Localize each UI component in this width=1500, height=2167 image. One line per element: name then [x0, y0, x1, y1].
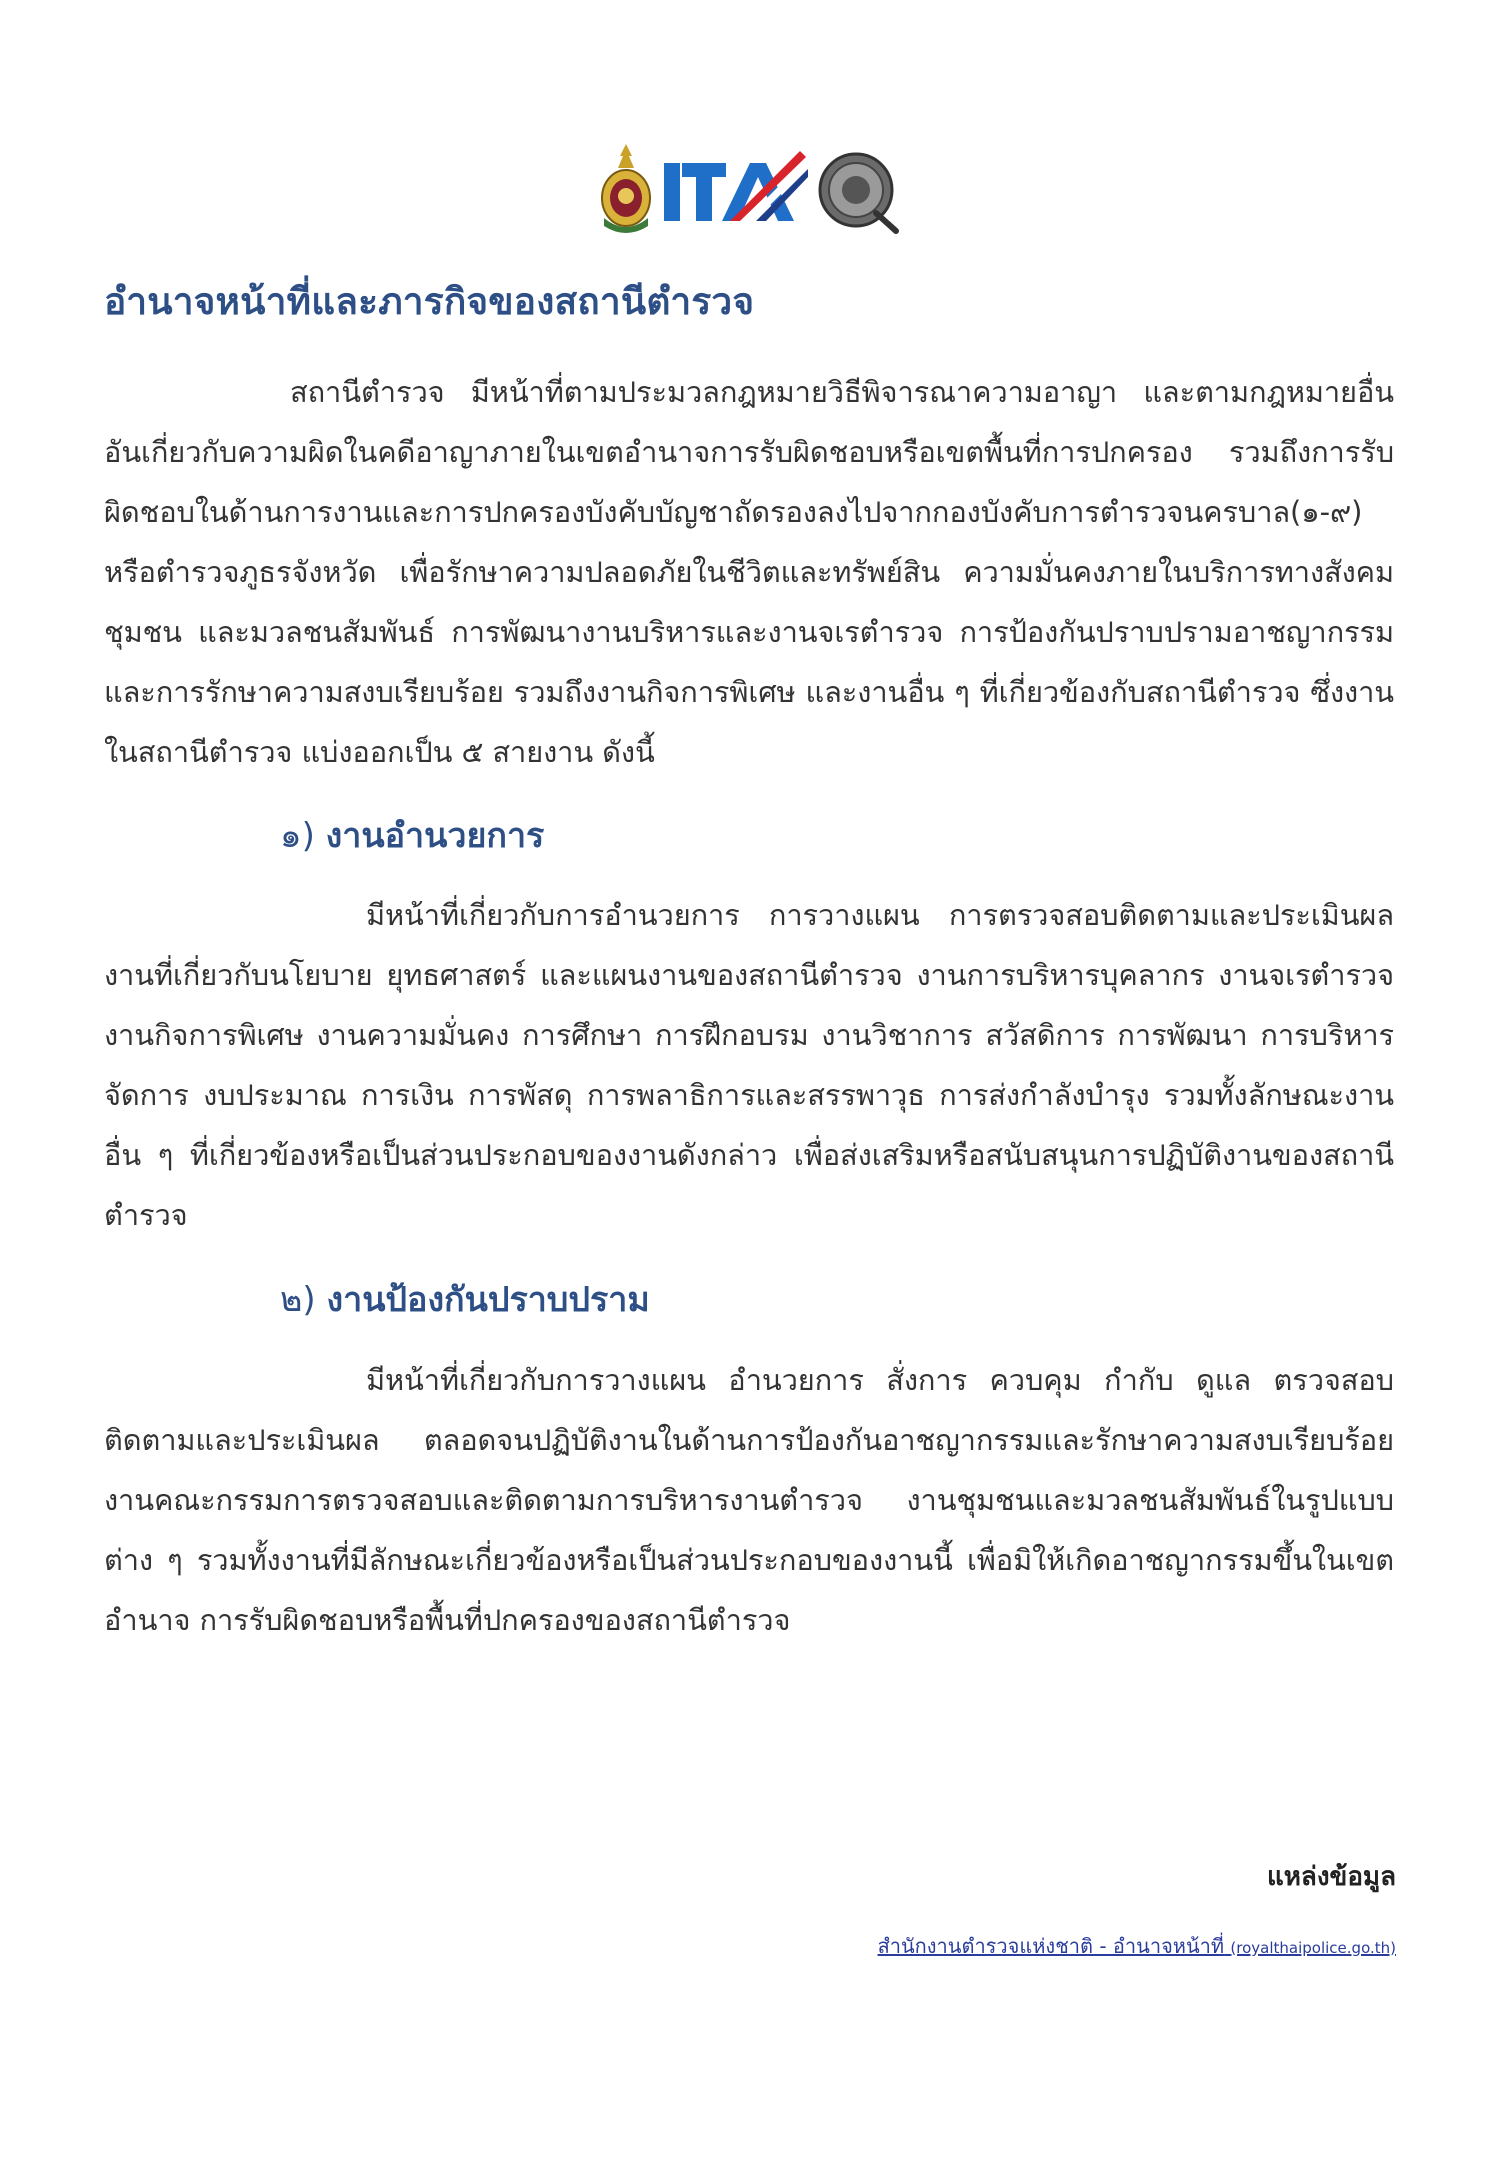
section-2-title: งานป้องกันปราบปราม: [326, 1280, 650, 1320]
police-seal-icon: [814, 145, 904, 235]
intro-paragraph: [104, 362, 1394, 782]
ita-logo-icon: [660, 145, 810, 235]
section-2-number: ๒): [280, 1280, 316, 1320]
section-2-heading: [280, 1272, 650, 1326]
section-2-paragraph: [104, 1350, 1394, 1650]
section-2-body: มีหน้าที่เกี่ยวกับการวางแผน อำนวยการ สั่งการ ควบคุม กำกับ ดูแล ตรวจสอบติดตามและประเมินผล ตลอดจนปฏิบัติงานในด้านการป้องกันอาชญากรรมและรักษาความสงบเรียบร้อยงานคณะกรรมการตรวจสอบและติดตามการบริหารงานตำรวจ งานชุมชนและมวลชนสัมพันธ์ในรูปแบบต่าง ๆ รวมทั้งงานที่มีลักษณะเกี่ยวข้องหรือเป็นส่วนประกอบของงานนี้ เพื่อมิให้เกิดอาชญากรรมขึ้นในเขตอำนาจ การรับผิดชอบหรือพื้นที่ปกครองของสถานีตำรวจ: [104, 1363, 1394, 1637]
section-1-number: ๑): [280, 816, 315, 856]
header-logos: [0, 140, 1500, 240]
source-link-text[interactable]: สำนักงานตำรวจแห่งชาติ - อำนาจหน้าที่: [877, 1934, 1225, 1958]
section-1-paragraph: [104, 885, 1394, 1245]
source-link-domain[interactable]: (royalthaipolice.go.th): [1230, 1939, 1396, 1957]
section-1-heading: [280, 808, 544, 862]
source-link[interactable]: [878, 1930, 1396, 1962]
source-label: แหล่งข้อมูล: [1267, 1862, 1396, 1892]
section-1-body: มีหน้าที่เกี่ยวกับการอำนวยการ การวางแผน การตรวจสอบติดตามและประเมินผลงานที่เกี่ยวกับนโยบาย ยุทธศาสตร์ และแผนงานของสถานีตำรวจ งานการบริหารบุคลากร งานจเรตำรวจงานกิจการพิเศษ งานความมั่นคง การศึกษา การฝึกอบรม งานวิชาการ สวัสดิการ การพัฒนา การบริหารจัดการ งบประมาณ การเงิน การพัสดุ การพลาธิการและสรรพาวุธ การส่งกำลังบำรุง รวมทั้งลักษณะงานอื่น ๆ ที่เกี่ยวข้องหรือเป็นส่วนประกอบของงานดังกล่าว เพื่อส่งเสริมหรือสนับสนุนการปฏิบัติงานของสถานีตำรวจ: [104, 898, 1394, 1232]
section-1-title: งานอำนวยการ: [325, 816, 545, 856]
royal-thai-police-crest-icon: [596, 140, 656, 240]
page-title: อำนาจหน้าที่และภารกิจของสถานีตำรวจ: [104, 280, 755, 323]
intro-text: สถานีตำรวจ มีหน้าที่ตามประมวลกฎหมายวิธีพิจารณาความอาญา และตามกฎหมายอื่นอันเกี่ยวกับความผิดในคดีอาญาภายในเขตอำนาจการรับผิดชอบหรือเขตพื้นที่การปกครอง รวมถึงการรับผิดชอบในด้านการงานและการปกครองบังคับบัญชาถัดรองลงไปจากกองบังคับการตำรวจนครบาล(๑-๙) หรือตำรวจภูธรจังหวัด เพื่อรักษาความปลอดภัยในชีวิตและทรัพย์สิน ความมั่นคงภายในบริการทางสังคม ชุมชน และมวลชนสัมพันธ์ การพัฒนางานบริหารและงานจเรตำรวจ การป้องกันปราบปรามอาชญากรรมและการรักษาความสงบเรียบร้อย รวมถึงงานกิจการพิเศษ และงานอื่น ๆ ที่เกี่ยวข้องกับสถานีตำรวจ ซึ่งงานในสถานีตำรวจ แบ่งออกเป็น ๕ สายงาน ดังนี้: [104, 375, 1394, 769]
